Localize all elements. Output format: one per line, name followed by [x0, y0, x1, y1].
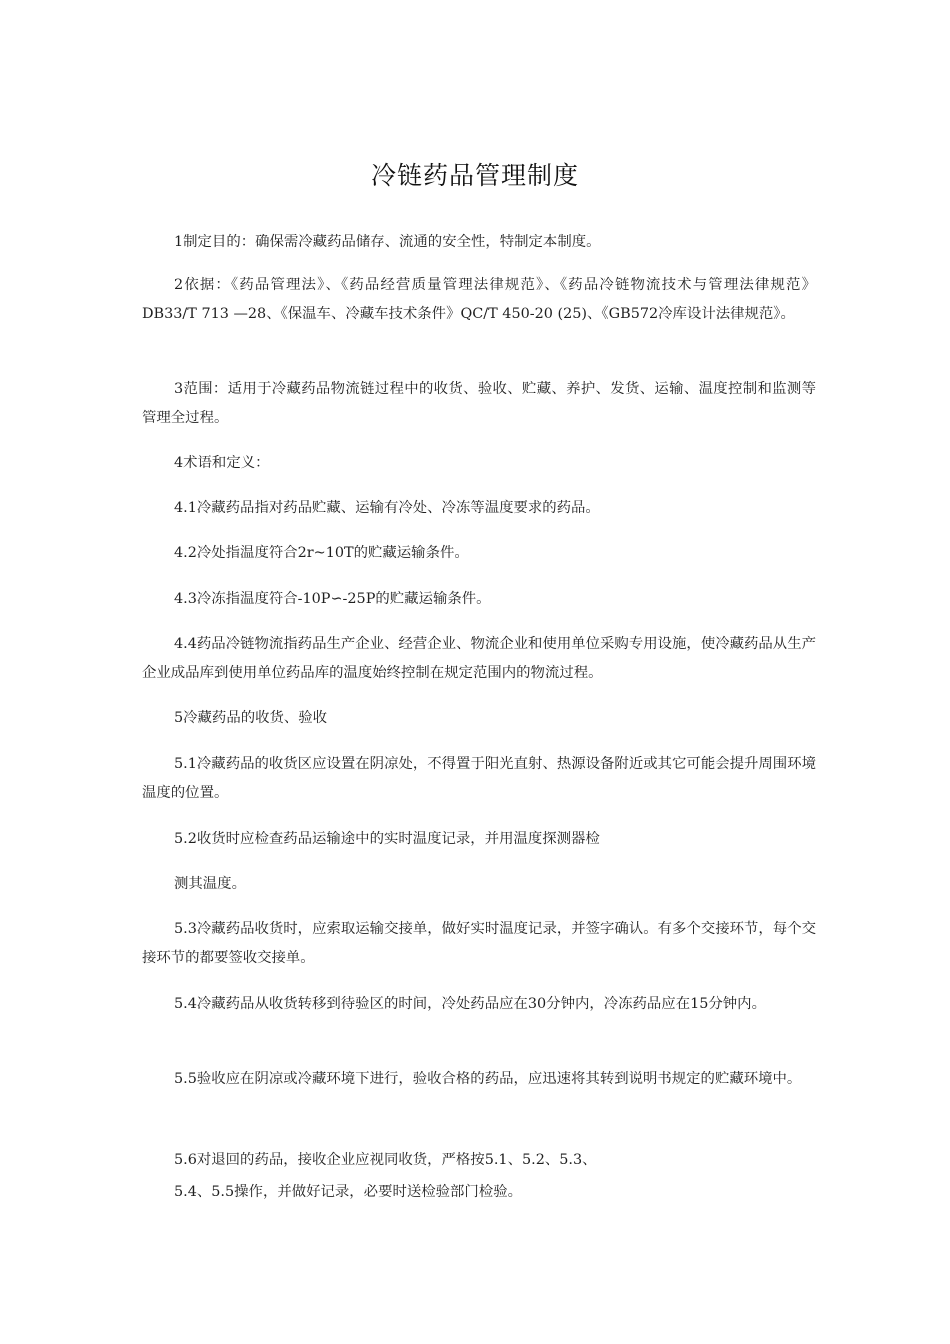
paragraph-5-2: 5.2收货时应检查药品运输途中的实时温度记录，并用温度探测器检: [174, 831, 600, 847]
paragraph-5-5: 5.5验收应在阴凉或冷藏环境下进行，验收合格的药品，应迅速将其转到说明书规定的贮藏环境中。: [174, 1071, 802, 1087]
paragraph-term-4-2: 4.2冷处指温度符合2r~10T的贮藏运输条件。: [174, 545, 469, 561]
paragraph-5-1: 5.1冷藏药品的收货区应设置在阴凉处，不得置于阳光直射、热源设备附近或其它可能会提升周围环境温度的位置。: [142, 756, 816, 801]
paragraph-5-6-continued: 5.4、5.5操作，并做好记录，必要时送检验部门检验。: [174, 1184, 522, 1200]
paragraph-term-4-1: 4.1冷藏药品指对药品贮藏、运输有冷处、冷冻等温度要求的药品。: [174, 500, 600, 516]
paragraph-term-4-4: 4.4药品冷链物流指药品生产企业、经营企业、物流企业和使用单位采购专用设施，使冷藏药品从生产企业成品库到使用单位药品库的温度始终控制在规定范围内的物流过程。: [142, 636, 816, 681]
paragraph-scope: 3范围：适用于冷藏药品物流链过程中的收货、验收、贮藏、养护、发货、运输、温度控制和监测等管理全过程。: [142, 381, 816, 426]
paragraph-5-6: 5.6对退回的药品，接收企业应视同收货，严格按5.1、5.2、5.3、: [174, 1152, 597, 1168]
paragraph-terms-heading: 4术语和定义：: [174, 455, 270, 471]
document-title: 冷链药品管理制度: [370, 161, 579, 190]
paragraph-5-4: 5.4冷藏药品从收货转移到待验区的时间，冷处药品应在30分钟内，冷冻药品应在15分钟内。: [174, 996, 766, 1012]
paragraph-section-5-heading: 5冷藏药品的收货、验收: [174, 710, 328, 726]
paragraph-5-3: 5.3冷藏药品收货时，应索取运输交接单，做好实时温度记录，并签字确认。有多个交接环节，每个交接环节的都要签收交接单。: [142, 921, 816, 966]
paragraph-basis: 2依据：《药品管理法》、《药品经营质量管理法律规范》、《药品冷链物流技术与管理法律规范》DB33/T 713 —28、《保温车、冷藏车技术条件》QC/T 450-20 (25)、《GB572冷库设计法律规范》。: [142, 277, 816, 322]
paragraph-purpose: 1制定目的：确保需冷藏药品储存、流通的安全性，特制定本制度。: [174, 234, 601, 250]
paragraph-term-4-3: 4.3冷冻指温度符合-10P∽-25P的贮藏运输条件。: [174, 591, 491, 607]
paragraph-5-2-continued: 测其温度。: [174, 876, 246, 892]
